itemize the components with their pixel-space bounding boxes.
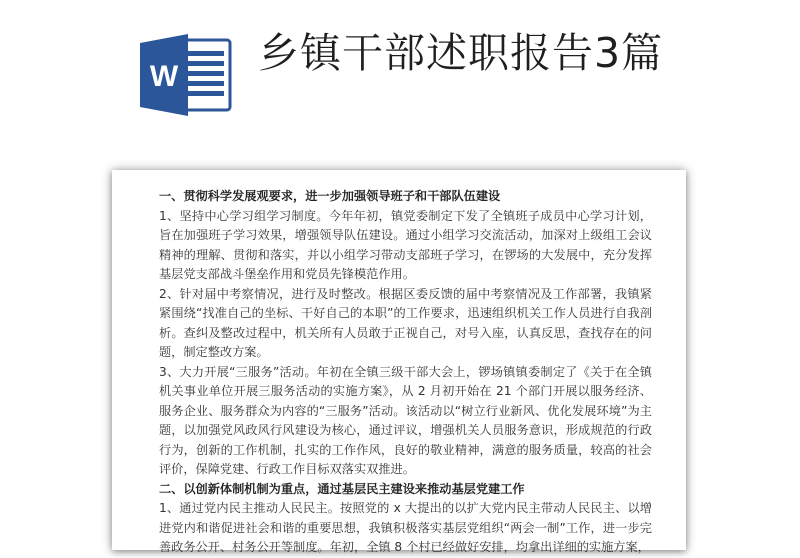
header (0, 0, 800, 160)
body-paragraph: 1、坚持中心学习组学习制度。今年年初，镇党委制定下发了全镇班子成员中心学习计划，旨在加强班子学习效果，增强领导队伍建设。通过小组学习交流活动，加深对上级组工会议精神的理解、贯彻和落实，并以小组学习带动支部班子学习，在锣场的大发展中，充分发挥基层党支部战斗堡垒作用和党员先锋模范作用。 (159, 208, 652, 281)
body-paragraph: 3、大力开展“三服务”活动。年初在全镇三级干部大会上，锣场镇镇委制定了《关于在全镇机关事业单位开展三服务活动的实施方案》，从 2 月初开始在 21 个部门开展以服务经济、服务企业、服务群众为内容的“三服务”活动。该活动以“树立行业新风、优化发展环境”为主题，以加强党风政风行风建设为核心，通过评议，增强机关人员服务意识，形成规范的行政行为，创新的工作机制，扎实的工作作风，良好的敬业精神，满意的服务质量，较高的社会评价，保障党建、行政工作目标双落实双推进。 (159, 364, 652, 476)
document-body (159, 187, 652, 558)
section-heading: 二、以创新体制机制为重点，通过基层民主建设来推动基层党建工作 (159, 481, 525, 496)
word-icon (138, 34, 234, 116)
page-title: 乡镇干部述职报告3篇 (258, 29, 664, 77)
body-paragraph: 2、针对届中考察情况，进行及时整改。根据区委反馈的届中考察情况及工作部署，我镇紧紧围绕“找准自己的坐标、干好自己的本职”的工作要求，迅速组织机关工作人员进行自我剖析。查纠及整改过程中，机关所有人员敢于正视自己，对号入座，认真反思，查找存在的问题，制定整改方案。 (159, 286, 652, 359)
section-heading: 一、贯彻科学发展观要求，进一步加强领导班子和干部队伍建设 (159, 189, 501, 203)
body-paragraph: 1、通过党内民主推动人民民主。按照党的 x 大提出的以扩大党内民主带动人民民主、以增进党内和谐促进社会和谐的重要思想，我镇积极落实基层党组织“两会一制”工作，进一步完善政务公开、村务公开等制度。年初，全镇 8 个村已经做好安排，均拿出详细的实施方案， (159, 501, 652, 554)
document-page (112, 170, 686, 554)
word-icon-letter: W (149, 60, 179, 93)
